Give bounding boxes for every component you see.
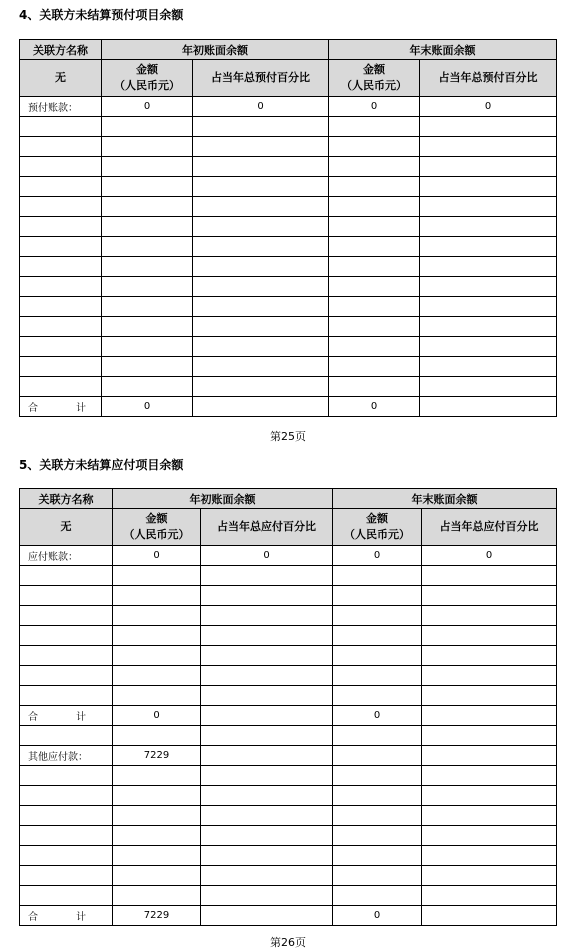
empty-cell xyxy=(20,786,113,806)
empty-cell xyxy=(193,117,329,137)
total-end-amount: 0 xyxy=(329,397,420,417)
empty-cell xyxy=(20,666,113,686)
empty-cell xyxy=(113,786,201,806)
row-label: 预付账款： xyxy=(20,97,102,117)
empty-cell xyxy=(102,157,193,177)
empty-cell xyxy=(422,626,557,646)
empty-cell xyxy=(333,666,422,686)
table-row xyxy=(20,546,557,566)
empty-cell xyxy=(20,606,113,626)
col-party-header: 关联方名称 xyxy=(20,489,113,509)
empty-cell xyxy=(201,586,333,606)
empty-cell xyxy=(113,606,201,626)
empty-cell xyxy=(422,606,557,626)
empty-cell xyxy=(329,377,420,397)
empty-cell xyxy=(193,337,329,357)
total-row xyxy=(20,706,557,726)
empty-cell xyxy=(20,886,113,906)
row-label: 应付账款： xyxy=(20,546,113,566)
empty-cell xyxy=(422,786,557,806)
empty-row xyxy=(20,826,557,846)
total-label: 合 计 xyxy=(20,397,102,417)
empty-row xyxy=(20,846,557,866)
empty-cell xyxy=(333,646,422,666)
empty-cell xyxy=(333,826,422,846)
empty-cell xyxy=(102,277,193,297)
amount-header: 金额 （人民币元） xyxy=(329,60,420,97)
empty-row xyxy=(20,377,557,397)
empty-cell xyxy=(193,297,329,317)
empty-cell xyxy=(20,217,102,237)
empty-cell xyxy=(420,377,557,397)
empty-cell xyxy=(113,666,201,686)
empty-row xyxy=(20,177,557,197)
total-label: 合 计 xyxy=(20,706,113,726)
begin-amount-cell: 0 xyxy=(113,546,201,566)
empty-row xyxy=(20,786,557,806)
empty-cell xyxy=(422,886,557,906)
empty-cell xyxy=(102,337,193,357)
empty-cell xyxy=(422,646,557,666)
empty-cell xyxy=(20,317,102,337)
total-begin-amount: 7229 xyxy=(113,906,201,926)
empty-cell xyxy=(102,317,193,337)
empty-row xyxy=(20,277,557,297)
empty-cell xyxy=(20,626,113,646)
empty-cell xyxy=(329,297,420,317)
empty-cell xyxy=(329,337,420,357)
empty-cell xyxy=(193,157,329,177)
payables-table xyxy=(19,488,557,926)
empty-rows xyxy=(20,117,557,397)
empty-cell xyxy=(113,586,201,606)
col-party-header: 关联方名称 xyxy=(20,40,102,60)
empty-rows xyxy=(20,566,557,706)
empty-cell xyxy=(201,886,333,906)
empty-cell xyxy=(329,177,420,197)
empty-cell xyxy=(201,646,333,666)
empty-cell xyxy=(420,177,557,197)
empty-row xyxy=(20,666,557,686)
empty-cell xyxy=(20,766,113,786)
empty-cell xyxy=(20,237,102,257)
empty-cell xyxy=(113,726,201,746)
total-label: 合 计 xyxy=(20,906,113,926)
empty-cell xyxy=(20,197,102,217)
empty-cell xyxy=(420,257,557,277)
empty-row xyxy=(20,317,557,337)
empty-cell xyxy=(113,866,201,886)
amount-header: 金额 （人民币元） xyxy=(333,509,422,546)
empty-cell xyxy=(20,646,113,666)
empty-cell xyxy=(422,766,557,786)
empty-cell xyxy=(201,866,333,886)
empty-cell xyxy=(20,377,102,397)
empty-cell xyxy=(113,646,201,666)
empty-cell xyxy=(329,157,420,177)
prepayments-table xyxy=(19,39,557,417)
total-end-amount: 0 xyxy=(333,706,422,726)
empty-cell xyxy=(20,177,102,197)
empty-row xyxy=(20,197,557,217)
empty-cell xyxy=(420,317,557,337)
empty-cell xyxy=(113,566,201,586)
empty-cell xyxy=(113,886,201,906)
empty-cell xyxy=(102,117,193,137)
empty-rows xyxy=(20,726,557,746)
empty-cell xyxy=(422,566,557,586)
empty-cell xyxy=(333,886,422,906)
empty-cell xyxy=(20,297,102,317)
empty-cell xyxy=(102,237,193,257)
empty-cell xyxy=(420,137,557,157)
empty-cell xyxy=(420,337,557,357)
empty-cell xyxy=(333,606,422,626)
pct-header: 占当年总应付百分比 xyxy=(422,509,557,546)
empty-cell xyxy=(20,826,113,846)
empty-cell xyxy=(102,257,193,277)
begin-amount-cell: 7229 xyxy=(113,746,201,766)
empty-cell xyxy=(333,566,422,586)
table-row xyxy=(20,97,557,117)
empty-cell xyxy=(422,686,557,706)
empty-cell xyxy=(193,357,329,377)
empty-cell xyxy=(193,217,329,237)
empty-cell xyxy=(422,586,557,606)
begin-pct-cell: 0 xyxy=(201,546,333,566)
empty-cell xyxy=(201,806,333,826)
empty-cell xyxy=(333,766,422,786)
end-amount-cell: 0 xyxy=(329,97,420,117)
empty-cell xyxy=(20,686,113,706)
empty-row xyxy=(20,866,557,886)
empty-cell xyxy=(20,806,113,826)
section-5-title: 5、关联方未结算应付项目余额 xyxy=(19,458,184,472)
empty-cell xyxy=(102,177,193,197)
empty-cell xyxy=(113,766,201,786)
empty-cell xyxy=(20,157,102,177)
empty-cell xyxy=(193,257,329,277)
empty-cell xyxy=(201,566,333,586)
pct-header: 占当年总预付百分比 xyxy=(193,60,329,97)
empty-cell xyxy=(193,197,329,217)
empty-cell xyxy=(420,277,557,297)
empty-cell xyxy=(333,786,422,806)
empty-cell xyxy=(20,257,102,277)
empty-cell xyxy=(333,866,422,886)
empty-row xyxy=(20,117,557,137)
section-4-title: 4、关联方未结算预付项目余额 xyxy=(19,8,184,22)
empty-cell xyxy=(201,826,333,846)
empty-cell xyxy=(20,586,113,606)
empty-cell xyxy=(333,626,422,646)
empty-row xyxy=(20,566,557,586)
total-row xyxy=(20,906,557,926)
empty-cell xyxy=(201,726,333,746)
begin-amount-cell: 0 xyxy=(102,97,193,117)
col-begin-balance-header: 年初账面余额 xyxy=(113,489,333,509)
empty-cell xyxy=(420,117,557,137)
empty-cell xyxy=(113,626,201,646)
row-label: 其他应付款： xyxy=(20,746,113,766)
party-none: 无 xyxy=(20,60,102,97)
empty-cell xyxy=(329,217,420,237)
empty-cell xyxy=(420,217,557,237)
empty-cell xyxy=(113,686,201,706)
empty-cell xyxy=(201,626,333,646)
empty-cell xyxy=(201,666,333,686)
empty-row xyxy=(20,766,557,786)
empty-row xyxy=(20,806,557,826)
empty-cell xyxy=(422,866,557,886)
empty-cell xyxy=(201,606,333,626)
empty-cell xyxy=(201,786,333,806)
empty-cell xyxy=(193,317,329,337)
total-row xyxy=(20,397,557,417)
col-begin-balance-header: 年初账面余额 xyxy=(102,40,329,60)
empty-cell xyxy=(113,806,201,826)
empty-cell xyxy=(20,277,102,297)
empty-row xyxy=(20,606,557,626)
empty-cell xyxy=(422,726,557,746)
empty-row xyxy=(20,337,557,357)
amount-header: 金额 （人民币元） xyxy=(113,509,201,546)
empty-cell xyxy=(329,277,420,297)
empty-cell xyxy=(329,117,420,137)
empty-row xyxy=(20,646,557,666)
empty-cell xyxy=(102,197,193,217)
end-pct-cell: 0 xyxy=(420,97,557,117)
end-amount-cell: 0 xyxy=(333,546,422,566)
pct-header: 占当年总应付百分比 xyxy=(201,509,333,546)
empty-cell xyxy=(193,237,329,257)
empty-cell xyxy=(329,197,420,217)
empty-cell xyxy=(193,177,329,197)
end-pct-cell: 0 xyxy=(422,546,557,566)
empty-cell xyxy=(20,846,113,866)
empty-row xyxy=(20,257,557,277)
empty-cell xyxy=(20,357,102,377)
empty-row xyxy=(20,686,557,706)
empty-cell xyxy=(329,257,420,277)
empty-cell xyxy=(333,586,422,606)
empty-row xyxy=(20,237,557,257)
table-row xyxy=(20,746,557,766)
empty-cell xyxy=(329,317,420,337)
empty-row xyxy=(20,626,557,646)
empty-cell xyxy=(333,806,422,826)
empty-cell xyxy=(20,117,102,137)
empty-cell xyxy=(333,846,422,866)
empty-cell xyxy=(420,297,557,317)
empty-row xyxy=(20,726,557,746)
empty-cell xyxy=(20,726,113,746)
empty-row xyxy=(20,217,557,237)
empty-cell xyxy=(333,686,422,706)
empty-cell xyxy=(422,846,557,866)
page-number: 第25页 xyxy=(270,430,306,443)
empty-cell xyxy=(420,237,557,257)
total-begin-amount: 0 xyxy=(102,397,193,417)
col-end-balance-header: 年末账面余额 xyxy=(329,40,557,60)
empty-row xyxy=(20,586,557,606)
empty-cell xyxy=(102,217,193,237)
empty-cell xyxy=(20,337,102,357)
empty-cell xyxy=(102,357,193,377)
col-end-balance-header: 年末账面余额 xyxy=(333,489,557,509)
party-none: 无 xyxy=(20,509,113,546)
empty-cell xyxy=(20,866,113,886)
empty-cell xyxy=(20,137,102,157)
total-begin-amount: 0 xyxy=(113,706,201,726)
empty-cell xyxy=(102,137,193,157)
empty-cell xyxy=(113,846,201,866)
empty-cell xyxy=(422,826,557,846)
empty-cell xyxy=(329,357,420,377)
empty-cell xyxy=(201,766,333,786)
empty-cell xyxy=(201,686,333,706)
empty-row xyxy=(20,297,557,317)
empty-cell xyxy=(102,297,193,317)
empty-rows xyxy=(20,766,557,906)
pct-header: 占当年总预付百分比 xyxy=(420,60,557,97)
empty-cell xyxy=(420,197,557,217)
empty-cell xyxy=(329,137,420,157)
empty-cell xyxy=(329,237,420,257)
total-end-amount: 0 xyxy=(333,906,422,926)
empty-row xyxy=(20,357,557,377)
empty-cell xyxy=(201,846,333,866)
begin-pct-cell: 0 xyxy=(193,97,329,117)
empty-row xyxy=(20,137,557,157)
empty-cell xyxy=(102,377,193,397)
empty-cell xyxy=(113,826,201,846)
amount-header: 金额 （人民币元） xyxy=(102,60,193,97)
empty-cell xyxy=(422,806,557,826)
empty-row xyxy=(20,157,557,177)
empty-cell xyxy=(193,137,329,157)
empty-cell xyxy=(193,377,329,397)
empty-cell xyxy=(420,357,557,377)
empty-cell xyxy=(422,666,557,686)
empty-cell xyxy=(420,157,557,177)
empty-cell xyxy=(20,566,113,586)
empty-row xyxy=(20,886,557,906)
page-number: 第26页 xyxy=(270,936,306,949)
empty-cell xyxy=(193,277,329,297)
empty-cell xyxy=(333,726,422,746)
